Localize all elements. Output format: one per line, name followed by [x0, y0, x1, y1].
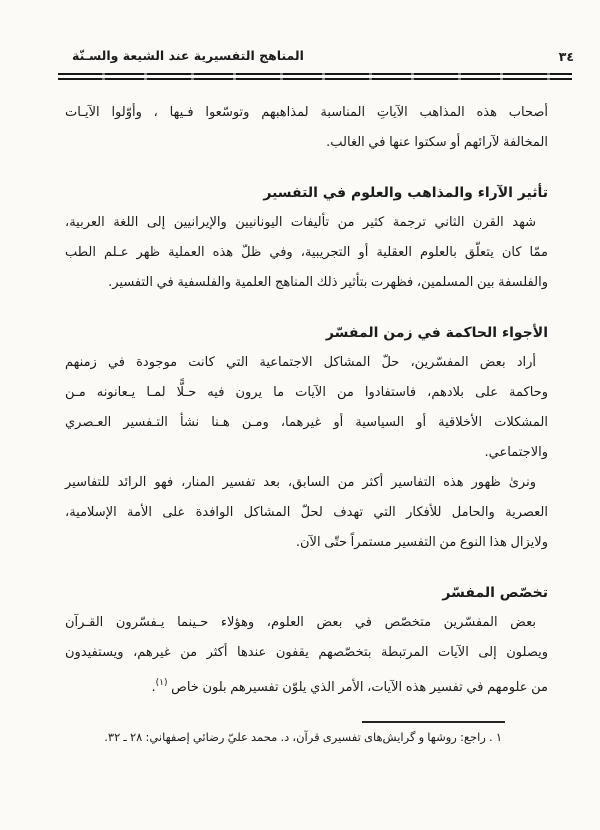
paragraph-second-century: [65, 208, 548, 298]
text-line: ممّا كان يتعلّق بالعلوم العقلية أو التجريبية، وفي ظلّ هذه العملية ظهر عـلم الطب: [65, 245, 548, 260]
paragraph-specialized-exegetes: [65, 608, 548, 703]
text-line: أصحاب هذه المذاهب الآياتِ المناسبة لمذاهبهم وتوسّعوا فـيها ، وأوّلوا الآيـات: [65, 105, 548, 120]
footnote-separator: [362, 721, 505, 723]
header-rule-bottom: [58, 78, 572, 80]
section-heading-label: تأثير الآراء والمذاهب والعلوم في التفسير: [263, 185, 548, 201]
text-line: والفلسفة بين المسلمين، فظهرت بتأثير ذلك المناهج العلمية والفلسفية في التفسير.: [108, 275, 548, 290]
section-heading-prevailing-atmosphere: [65, 318, 548, 348]
running-header-title: المناهج التفسيرية عند الشيعة والسـنّة: [72, 48, 304, 63]
text-line: العصرية والحامل للأفكار التي تهدف لحلّ المشاكل الوافدة على الأمة الإسلامية،: [65, 505, 548, 520]
text-line: المشكلات الأخلاقية أو السياسية أو غيرهما، ومـن هـنا نشأ التـفسير العـصري: [65, 415, 548, 430]
text-line: أراد بعض المفسّرين، حلّ المشاكل الاجتماعية التي كانت موجودة في زمنهم: [65, 355, 536, 370]
footnote-ref-marker: (١): [155, 678, 168, 688]
text-line: ولايزال هذا النوع من التفسير مستمراً حتّى الآن.: [295, 535, 548, 550]
text-line: المخالفة لآرائهم أو سكتوا عنها في الغالب.: [326, 135, 548, 150]
page-body: [65, 98, 548, 747]
text-line: [65, 668, 548, 703]
section-heading-label: الأجواء الحاكمة في زمن المفسّر: [325, 325, 548, 341]
text-line: شهد القرن الثاني ترجمة كثير من تأليفات اليونانيين والإيرانيين إلى اللغة العربية،: [65, 215, 536, 230]
paragraph-continuation: [65, 98, 548, 158]
footnote-text: ١ . راجع: روشها و گرايش‌هاى تفسيرى قرآن، د. محمد عليّ رضائي إصفهاني: ٢٨ ـ ٣٢.: [104, 730, 502, 744]
text-segment: .: [151, 680, 156, 695]
section-heading-label: تخصّص المفسّر: [442, 585, 548, 601]
text-line: والاجتماعي.: [484, 445, 548, 460]
text-segment: من علومهم في تفسير هذه الآيات، الأمر الذي يلوّن تفسيرهم بلون خاص: [167, 680, 548, 695]
page-number: ٣٤: [558, 49, 574, 64]
header-rule-top: [58, 73, 572, 75]
section-heading-influence-of-opinions: [65, 178, 548, 208]
text-line: بعض المفسّرين متخصّص في بعض العلوم، وهؤلاء حـينما يـفسّرون القـرآن: [65, 615, 536, 630]
text-line: وحاكمة على بلادهم، فاستفادوا من الآيات ما يرون فيه حـلًّا لمـا يـعانونه مـن: [65, 385, 548, 400]
section-heading-specialization: [65, 578, 548, 608]
text-line: ويصلون إلى الآيات المرتبطة بتخصّصهم يقفون عندها أكثر من غيرهم، ويستفيدون: [65, 645, 548, 660]
paragraph-social-problems: [65, 348, 548, 468]
text-line: ونرىٰ ظهور هذه التفاسير أكثر من السابق، بعد تفسير المنار، فهو الرائد للتفاسير: [65, 475, 536, 490]
paragraph-tafsir-almanar: [65, 468, 548, 558]
